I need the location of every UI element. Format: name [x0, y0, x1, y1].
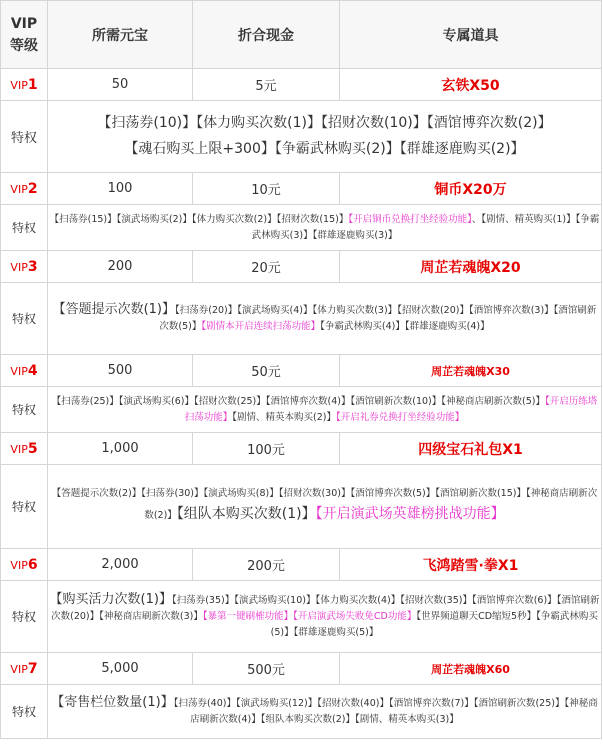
- vip-row: [1, 433, 602, 465]
- privilege-row: [1, 581, 602, 653]
- privilege-item-highlight: 【剧情本开启连续扫荡功能】: [201, 321, 321, 332]
- vip-level: VIP2: [1, 173, 48, 205]
- vip-level: VIP5: [1, 433, 48, 465]
- privilege-item-highlight: 【开启演武场英雄榜挑战功能】: [315, 506, 505, 522]
- privilege-row: [1, 465, 602, 549]
- privilege-item: 【酒馆博弈次数(7)】: [388, 698, 474, 709]
- privilege-item: 【演武场购买(6)】: [118, 395, 194, 407]
- privilege-list: [48, 387, 602, 433]
- header-item: 专属道具: [340, 1, 602, 69]
- yuanbao-cell: 50: [48, 69, 193, 101]
- privilege-item: 【招财次数(25)】: [194, 395, 266, 407]
- privilege-item: 【剧情、精英购买(1)】: [481, 213, 576, 225]
- privilege-item: 【争霸武林购买(3)】: [251, 213, 600, 241]
- privilege-item: 【群雄逐鹿购买(2)】: [399, 140, 525, 157]
- privilege-item: 【神秘商店刷新次数(5)】: [441, 395, 545, 407]
- cash-cell: 5元: [193, 69, 340, 101]
- privilege-item: 【酒馆博弈次数(4)】: [265, 395, 351, 407]
- yuanbao-cell: 200: [48, 251, 193, 283]
- item-cell: 四级宝石礼包X1: [340, 433, 602, 465]
- privilege-item: 【招财次数(30)】: [278, 488, 351, 499]
- privilege-row: [1, 101, 602, 173]
- item-cell: 周芷若魂魄X60: [340, 653, 602, 685]
- privilege-item: 【剧情、精英本购买(3)】: [354, 714, 459, 725]
- privilege-item: 【争霸武林购买(4)】: [320, 321, 405, 332]
- privilege-item: 【剧情、精英本购买(2)】: [232, 411, 336, 423]
- privilege-item: 【酒馆刷新次数(5)】: [159, 305, 597, 332]
- separator-text: 、: [471, 213, 482, 225]
- privilege-item: 【酒馆刷新次数(10)】: [350, 395, 442, 407]
- vip-row: [1, 173, 602, 205]
- privilege-item: 【演武场购买(8)】: [203, 488, 279, 499]
- privilege-label: 特权: [1, 465, 48, 549]
- privilege-row: [1, 685, 602, 739]
- privilege-item: 【组队本购买次数(1)】: [176, 506, 316, 522]
- privilege-item: 【扫荡券(15)】: [49, 213, 117, 225]
- cash-cell: 20元: [193, 251, 340, 283]
- privilege-item: 【争霸武林购买(2)】: [274, 140, 400, 157]
- privilege-label: 特权: [1, 387, 48, 433]
- item-cell: 飞鸿踏雪·拳X1: [340, 549, 602, 581]
- privilege-item: 【酒馆刷新次数(25)】: [473, 698, 565, 709]
- vip-row: [1, 251, 602, 283]
- privilege-item-highlight: 【开启铜币兑换打坐经验功能】: [348, 213, 472, 225]
- privilege-item: 【神秘商店刷新次数(3)】: [99, 611, 203, 622]
- privilege-item: 【招财次数(15)】: [276, 213, 349, 225]
- privilege-item: 【招财次数(40)】: [317, 698, 389, 709]
- privilege-list: [48, 465, 602, 549]
- privilege-item: 【扫荡券(10)】: [97, 114, 197, 131]
- privilege-item: 【组队本购买次数(2)】: [260, 714, 355, 725]
- privilege-list: [48, 101, 602, 173]
- vip-level: VIP3: [1, 251, 48, 283]
- vip-row: [1, 69, 602, 101]
- header-row: [1, 1, 602, 69]
- cash-cell: 50元: [193, 355, 340, 387]
- item-cell: 铜币X20万: [340, 173, 602, 205]
- privilege-item: 【招财次数(20)】: [397, 305, 469, 316]
- privilege-item: 【群雄逐鹿购买(3)】: [312, 229, 398, 241]
- privilege-list: [48, 685, 602, 739]
- privilege-item: 【演武场购买(4)】: [237, 305, 313, 316]
- vip-level: VIP4: [1, 355, 48, 387]
- yuanbao-cell: 5,000: [48, 653, 193, 685]
- yuanbao-cell: 100: [48, 173, 193, 205]
- privilege-item: 【扫荡券(25)】: [51, 395, 119, 407]
- vip-row: [1, 355, 602, 387]
- item-cell: 玄铁X50: [340, 69, 602, 101]
- privilege-label: 特权: [1, 581, 48, 653]
- privilege-item: 【招财次数(10)】: [321, 114, 427, 131]
- privilege-item: 【答题提示次数(1)】: [52, 302, 175, 317]
- item-cell: 周芷若魂魄X30: [340, 355, 602, 387]
- privilege-row: [1, 205, 602, 251]
- privilege-label: 特权: [1, 283, 48, 355]
- privilege-list: [48, 581, 602, 653]
- yuanbao-cell: 2,000: [48, 549, 193, 581]
- cash-cell: 500元: [193, 653, 340, 685]
- privilege-item: 【扫荡券(35)】: [171, 595, 235, 606]
- privilege-item-highlight: 【开启演武场失败免CD功能】: [293, 611, 417, 622]
- vip-row: [1, 549, 602, 581]
- yuanbao-cell: 500: [48, 355, 193, 387]
- yuanbao-cell: 1,000: [48, 433, 193, 465]
- privilege-item: 【争霸武林购买(5)】: [270, 611, 598, 638]
- privilege-item: 【魂石购买上限+300】: [124, 140, 275, 157]
- header-cash: 折合现金: [193, 1, 340, 69]
- privilege-item: 【体力购买次数(2)】: [191, 213, 277, 225]
- item-cell: 周芷若魂魄X20: [340, 251, 602, 283]
- vip-row: [1, 653, 602, 685]
- privilege-item: 【群雄逐鹿购买(4)】: [404, 321, 490, 332]
- privilege-item: 【招财次数(35)】: [400, 595, 472, 606]
- privilege-row: [1, 283, 602, 355]
- privilege-item: 【体力购买次数(3)】: [312, 305, 398, 316]
- privilege-label: 特权: [1, 205, 48, 251]
- vip-level: VIP1: [1, 69, 48, 101]
- header-yuanbao: 所需元宝: [48, 1, 193, 69]
- privilege-item-highlight: 【开启历练塔扫荡功能】: [184, 395, 598, 423]
- privilege-item: 【扫荡券(30)】: [141, 488, 204, 499]
- privilege-row: [1, 387, 602, 433]
- privilege-list: [48, 205, 602, 251]
- privilege-item: 【酒馆博弈次数(6)】: [471, 595, 557, 606]
- privilege-item: 【世界频道聊天CD缩短5秒】: [416, 611, 537, 622]
- privilege-item: 【体力购买次数(1)】: [196, 114, 321, 131]
- privilege-label: 特权: [1, 685, 48, 739]
- vip-level: VIP7: [1, 653, 48, 685]
- privilege-label: 特权: [1, 101, 48, 173]
- header-vip: VIP: [10, 15, 38, 32]
- privilege-item: 【酒馆博弈次数(2)】: [426, 114, 552, 131]
- privilege-item: 【神秘商店刷新次数(2)】: [144, 488, 598, 521]
- privilege-item: 【演武场购买(10)】: [234, 595, 316, 606]
- privilege-item: 【购买活力次数(1)】: [49, 592, 172, 607]
- header-vip-level: [1, 1, 48, 69]
- privilege-item: 【扫荡券(40)】: [173, 698, 236, 709]
- privilege-item: 【酒馆刷新次数(20)】: [51, 595, 600, 622]
- privilege-item: 【体力购买次数(4)】: [315, 595, 401, 606]
- privilege-item: 【演武场购买(2)】: [116, 213, 192, 225]
- cash-cell: 10元: [193, 173, 340, 205]
- privilege-list: [48, 283, 602, 355]
- privilege-item: 【群雄逐鹿购买(5)】: [293, 627, 379, 638]
- privilege-item: 【答题提示次数(2)】: [51, 488, 142, 499]
- privilege-item: 【酒馆刷新次数(15)】: [435, 488, 526, 499]
- cash-cell: 200元: [193, 549, 340, 581]
- privilege-item: 【酒馆博弈次数(3)】: [468, 305, 554, 316]
- privilege-item: 【寄售栏位数量(1)】: [51, 695, 174, 710]
- header-level: 等级: [10, 37, 38, 54]
- cash-cell: 100元: [193, 433, 340, 465]
- privilege-item: 【扫荡券(20)】: [174, 305, 238, 316]
- vip-level: VIP6: [1, 549, 48, 581]
- privilege-item: 【演武场购买(12)】: [235, 698, 318, 709]
- privilege-item: 【酒馆博弈次数(5)】: [350, 488, 436, 499]
- privilege-item-highlight: 【开启礼券兑换打坐经验功能】: [335, 411, 465, 423]
- privilege-item: 【神秘商店刷新次数(4)】: [190, 698, 598, 725]
- privilege-item-highlight: 【暴第一键刷榷功能】: [202, 611, 294, 622]
